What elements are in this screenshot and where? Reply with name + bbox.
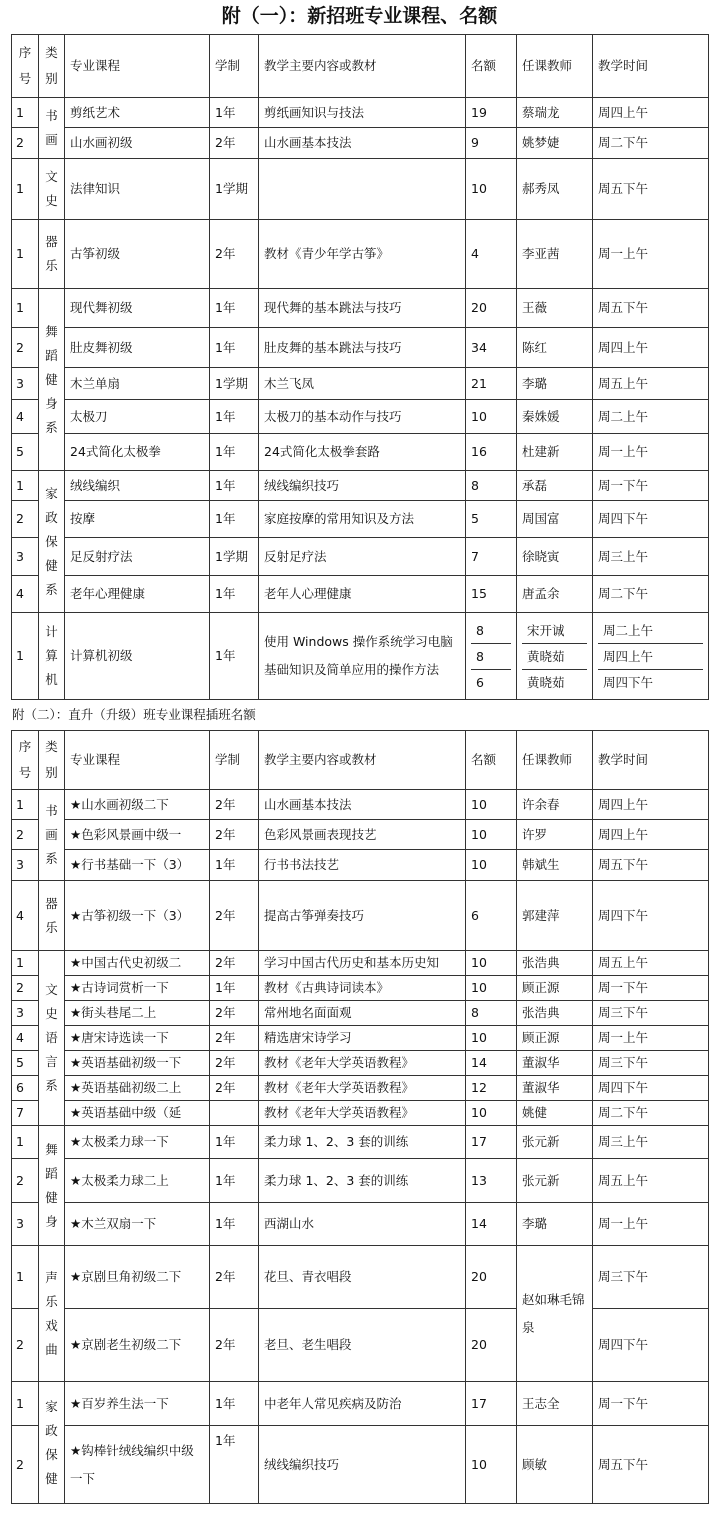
row-course: ★色彩风景画中级一	[65, 820, 210, 850]
row-course: ★百岁养生法一下	[65, 1382, 210, 1426]
header-course: 专业课程	[65, 35, 210, 98]
row-teacher: 许余春	[517, 790, 593, 820]
row-time: 周二下午	[593, 576, 709, 613]
row-time: 周一上午	[593, 220, 709, 289]
row-teacher: 董淑华	[517, 1076, 593, 1101]
row-teacher: 王志全	[517, 1382, 593, 1426]
row-time: 周三下午	[593, 1246, 709, 1309]
row-time: 周五下午	[593, 850, 709, 881]
row-time: 周三下午	[593, 1051, 709, 1076]
header-seq: 序号	[12, 35, 39, 98]
row-duration: 2年	[210, 820, 259, 850]
row-quota: 17	[466, 1382, 517, 1426]
row-duration: 1年	[210, 1382, 259, 1426]
category-cell: 舞蹈健身系	[39, 289, 65, 471]
row-duration: 1年	[210, 1159, 259, 1203]
row-teacher: 张元新	[517, 1126, 593, 1159]
row-time: 周五上午	[593, 951, 709, 976]
row-seq: 4	[12, 881, 39, 951]
row-teacher: 承磊	[517, 471, 593, 501]
table-row	[12, 1001, 709, 1026]
row-time: 周二下午	[593, 1101, 709, 1126]
row-teacher: 张浩典	[517, 1001, 593, 1026]
table-row	[12, 976, 709, 1001]
table-row	[12, 1382, 709, 1426]
row-time: 周五下午	[593, 1426, 709, 1504]
row-duration: 1年	[210, 328, 259, 368]
section-subtitle: 附（二）：直升（升级）班专业课程插班名额	[12, 707, 256, 722]
row-time: 周一下午	[593, 471, 709, 501]
category-cell: 文史语言系	[39, 951, 65, 1126]
row-duration	[210, 1101, 259, 1126]
row-duration: 2年	[210, 1309, 259, 1382]
row-quota: 21	[466, 368, 517, 400]
header-category: 类别	[39, 731, 65, 790]
row-quota: 5	[466, 501, 517, 538]
row-content: 柔力球 1、2、3 套的训练	[259, 1159, 466, 1203]
transfer-class-table	[11, 730, 709, 1504]
time-group	[593, 613, 709, 700]
row-seq: 1	[12, 1126, 39, 1159]
header-duration: 学制	[210, 35, 259, 98]
row-content: 老年人心理健康	[259, 576, 466, 613]
section-time: 周四上午	[598, 644, 703, 670]
row-content: 教材《老年大学英语教程》	[259, 1076, 466, 1101]
row-teacher: 姚健	[517, 1101, 593, 1126]
table-row	[12, 1101, 709, 1126]
row-duration: 1年	[210, 1426, 259, 1504]
row-content: 中老年人常见疾病及防治	[259, 1382, 466, 1426]
row-seq: 3	[12, 368, 39, 400]
row-course: ★中国古代史初级二	[65, 951, 210, 976]
category-cell: 家政保健	[39, 1382, 65, 1504]
quota-group	[466, 613, 517, 700]
row-course: 绒线编织	[65, 471, 210, 501]
row-teacher: 秦姝媛	[517, 400, 593, 434]
row-quota: 17	[466, 1126, 517, 1159]
row-duration: 1年	[210, 1203, 259, 1246]
table-row	[12, 1126, 709, 1159]
row-time: 周一上午	[593, 1203, 709, 1246]
row-content: 精选唐宋诗学习	[259, 1026, 466, 1051]
row-seq: 1	[12, 159, 39, 220]
table-row	[12, 1246, 709, 1309]
row-content: 肚皮舞的基本跳法与技巧	[259, 328, 466, 368]
teacher-group	[517, 613, 593, 700]
table-row	[12, 1026, 709, 1051]
row-seq: 7	[12, 1101, 39, 1126]
row-quota: 19	[466, 98, 517, 128]
row-teacher: 郭建萍	[517, 881, 593, 951]
row-content: 学习中国古代历史和基本历史知	[259, 951, 466, 976]
row-seq: 3	[12, 538, 39, 576]
table-row	[12, 328, 709, 368]
row-content: 使用 Windows 操作系统学习电脑基础知识及简单应用的操作方法	[259, 613, 466, 700]
row-content: 花旦、青衣唱段	[259, 1246, 466, 1309]
category-cell: 器乐	[39, 881, 65, 951]
row-duration: 2年	[210, 790, 259, 820]
table-row	[12, 1309, 709, 1382]
row-course: 古筝初级	[65, 220, 210, 289]
table-row	[12, 1159, 709, 1203]
row-content: 山水画基本技法	[259, 128, 466, 159]
section-time: 周二上午	[598, 618, 703, 644]
row-content: 行书书法技艺	[259, 850, 466, 881]
row-content: 教材《青少年学古筝》	[259, 220, 466, 289]
row-quota: 10	[466, 790, 517, 820]
row-course: ★京剧老生初级二下	[65, 1309, 210, 1382]
row-content: 教材《老年大学英语教程》	[259, 1101, 466, 1126]
row-course: ★古诗词赏析一下	[65, 976, 210, 1001]
row-teacher: 顾敏	[517, 1426, 593, 1504]
table-row	[12, 1426, 709, 1504]
row-time: 周一上午	[593, 434, 709, 471]
row-seq: 2	[12, 820, 39, 850]
row-teacher: 赵如琳毛锦泉	[517, 1246, 593, 1382]
row-duration: 1学期	[210, 538, 259, 576]
row-duration: 1年	[210, 613, 259, 700]
row-seq: 1	[12, 613, 39, 700]
header-teacher: 任课教师	[517, 35, 593, 98]
row-course: ★京剧旦角初级二下	[65, 1246, 210, 1309]
row-course: ★太极柔力球一下	[65, 1126, 210, 1159]
category-cell: 家政保健系	[39, 471, 65, 613]
header-content: 教学主要内容或教材	[259, 731, 466, 790]
row-teacher: 李璐	[517, 368, 593, 400]
row-quota: 4	[466, 220, 517, 289]
section-quota: 6	[476, 674, 484, 690]
row-seq: 4	[12, 1026, 39, 1051]
row-seq: 6	[12, 1076, 39, 1101]
table-row	[12, 98, 709, 128]
row-duration: 2年	[210, 1246, 259, 1309]
category-cell: 声乐戏曲	[39, 1246, 65, 1382]
new-enrollment-table	[11, 34, 709, 700]
table-header-row	[12, 35, 709, 98]
row-quota: 12	[466, 1076, 517, 1101]
row-content: 提高古筝弹奏技巧	[259, 881, 466, 951]
row-seq: 1	[12, 951, 39, 976]
row-quota: 14	[466, 1203, 517, 1246]
page-title: 附（一）：新招班专业课程、名额	[221, 5, 498, 27]
row-duration: 1学期	[210, 159, 259, 220]
row-seq: 2	[12, 501, 39, 538]
row-quota: 10	[466, 400, 517, 434]
row-course: 山水画初级	[65, 128, 210, 159]
row-time: 周一上午	[593, 1026, 709, 1051]
table-row	[12, 951, 709, 976]
row-quota: 14	[466, 1051, 517, 1076]
row-teacher: 顾正源	[517, 976, 593, 1001]
row-seq: 1	[12, 98, 39, 128]
row-seq: 2	[12, 1309, 39, 1382]
row-duration: 1年	[210, 400, 259, 434]
table-row	[12, 289, 709, 328]
row-time: 周三下午	[593, 1001, 709, 1026]
row-time: 周三上午	[593, 538, 709, 576]
row-course: ★太极柔力球二上	[65, 1159, 210, 1203]
row-quota: 9	[466, 128, 517, 159]
row-course: ★钩棒针绒线编织中级一下	[65, 1426, 210, 1504]
row-content: 剪纸画知识与技法	[259, 98, 466, 128]
row-content: 木兰飞凤	[259, 368, 466, 400]
row-seq: 2	[12, 976, 39, 1001]
row-duration: 1年	[210, 98, 259, 128]
table-row	[12, 613, 709, 700]
header-time: 教学时间	[593, 35, 709, 98]
row-course: ★古筝初级一下（3）	[65, 881, 210, 951]
row-course: 老年心理健康	[65, 576, 210, 613]
row-time: 周五下午	[593, 159, 709, 220]
header-quota: 名额	[466, 35, 517, 98]
table-row	[12, 850, 709, 881]
row-teacher: 王薇	[517, 289, 593, 328]
row-course: 法律知识	[65, 159, 210, 220]
row-duration: 1年	[210, 850, 259, 881]
section-quota: 8	[471, 644, 511, 670]
row-quota: 16	[466, 434, 517, 471]
category-cell: 器乐	[39, 220, 65, 289]
row-seq: 3	[12, 1001, 39, 1026]
row-teacher: 杜建新	[517, 434, 593, 471]
row-seq: 1	[12, 471, 39, 501]
row-course: 足反射疗法	[65, 538, 210, 576]
row-content: 反射足疗法	[259, 538, 466, 576]
row-content	[259, 159, 466, 220]
table-row	[12, 576, 709, 613]
row-seq: 1	[12, 220, 39, 289]
row-time: 周四下午	[593, 881, 709, 951]
row-content: 绒线编织技巧	[259, 471, 466, 501]
section-teacher: 黄晓茹	[527, 674, 565, 690]
row-course: ★行书基础一下（3）	[65, 850, 210, 881]
row-teacher: 李亚茜	[517, 220, 593, 289]
table-row	[12, 368, 709, 400]
row-teacher: 张浩典	[517, 951, 593, 976]
category-cell: 书画	[39, 98, 65, 159]
row-quota: 8	[466, 471, 517, 501]
header-time: 教学时间	[593, 731, 709, 790]
row-duration: 1年	[210, 1126, 259, 1159]
row-time: 周四下午	[593, 1076, 709, 1101]
row-quota: 15	[466, 576, 517, 613]
table-header-row	[12, 731, 709, 790]
row-teacher: 张元新	[517, 1159, 593, 1203]
row-content: 老旦、老生唱段	[259, 1309, 466, 1382]
row-teacher: 周国富	[517, 501, 593, 538]
table-row	[12, 159, 709, 220]
row-seq: 5	[12, 434, 39, 471]
row-time: 周一下午	[593, 1382, 709, 1426]
row-seq: 5	[12, 1051, 39, 1076]
table-row	[12, 434, 709, 471]
row-quota: 10	[466, 850, 517, 881]
row-content: 色彩风景画表现技艺	[259, 820, 466, 850]
row-time: 周四下午	[593, 1309, 709, 1382]
row-teacher: 韩斌生	[517, 850, 593, 881]
table-row	[12, 128, 709, 159]
row-content: 家庭按摩的常用知识及方法	[259, 501, 466, 538]
row-duration: 2年	[210, 1026, 259, 1051]
row-teacher: 姚梦婕	[517, 128, 593, 159]
header-seq: 序号	[12, 731, 39, 790]
table-row	[12, 881, 709, 951]
row-seq: 2	[12, 1159, 39, 1203]
row-seq: 2	[12, 328, 39, 368]
row-time: 周三上午	[593, 1126, 709, 1159]
table-row	[12, 220, 709, 289]
table-row	[12, 820, 709, 850]
section-time: 周四下午	[603, 674, 654, 690]
row-teacher: 董淑华	[517, 1051, 593, 1076]
row-teacher: 陈红	[517, 328, 593, 368]
row-course: ★唐宋诗选读一下	[65, 1026, 210, 1051]
header-duration: 学制	[210, 731, 259, 790]
row-time: 周二下午	[593, 128, 709, 159]
table-row	[12, 538, 709, 576]
category-cell: 舞蹈健身	[39, 1126, 65, 1246]
row-duration: 2年	[210, 881, 259, 951]
category-cell: 文史	[39, 159, 65, 220]
header-quota: 名额	[466, 731, 517, 790]
row-seq: 1	[12, 1382, 39, 1426]
row-duration: 2年	[210, 1051, 259, 1076]
row-course: 24式简化太极拳	[65, 434, 210, 471]
row-course: ★英语基础初级一下	[65, 1051, 210, 1076]
row-seq: 4	[12, 400, 39, 434]
row-time: 周四上午	[593, 98, 709, 128]
row-course: 按摩	[65, 501, 210, 538]
category-cell: 计算机	[39, 613, 65, 700]
row-quota: 10	[466, 1026, 517, 1051]
row-duration: 1年	[210, 289, 259, 328]
row-content: 24式简化太极拳套路	[259, 434, 466, 471]
table-row	[12, 501, 709, 538]
row-duration: 1年	[210, 471, 259, 501]
row-content: 教材《老年大学英语教程》	[259, 1051, 466, 1076]
row-course: 剪纸艺术	[65, 98, 210, 128]
row-quota: 20	[466, 289, 517, 328]
row-teacher: 唐孟余	[517, 576, 593, 613]
header-content: 教学主要内容或教材	[259, 35, 466, 98]
row-seq: 1	[12, 1246, 39, 1309]
row-duration: 1学期	[210, 368, 259, 400]
row-time: 周四下午	[593, 501, 709, 538]
row-quota: 10	[466, 976, 517, 1001]
row-quota: 10	[466, 1426, 517, 1504]
row-teacher: 郝秀凤	[517, 159, 593, 220]
row-content: 常州地名面面观	[259, 1001, 466, 1026]
row-time: 周四上午	[593, 328, 709, 368]
row-quota: 13	[466, 1159, 517, 1203]
row-course: 木兰单扇	[65, 368, 210, 400]
row-content: 教材《古典诗词读本》	[259, 976, 466, 1001]
table-row	[12, 1076, 709, 1101]
row-course: 现代舞初级	[65, 289, 210, 328]
row-course: ★英语基础初级二上	[65, 1076, 210, 1101]
header-teacher: 任课教师	[517, 731, 593, 790]
row-content: 太极刀的基本动作与技巧	[259, 400, 466, 434]
table-row	[12, 790, 709, 820]
row-seq: 3	[12, 850, 39, 881]
row-content: 山水画基本技法	[259, 790, 466, 820]
header-course: 专业课程	[65, 731, 210, 790]
row-course: 计算机初级	[65, 613, 210, 700]
section-quota: 8	[471, 618, 511, 644]
row-teacher: 蔡瑞龙	[517, 98, 593, 128]
row-quota: 8	[466, 1001, 517, 1026]
row-time: 周四上午	[593, 820, 709, 850]
row-quota: 10	[466, 1101, 517, 1126]
section-teacher: 黄晓茹	[522, 644, 587, 670]
row-course: 肚皮舞初级	[65, 328, 210, 368]
table-row	[12, 471, 709, 501]
row-quota: 6	[466, 881, 517, 951]
row-course: ★街头巷尾二上	[65, 1001, 210, 1026]
row-duration: 2年	[210, 128, 259, 159]
row-course: 太极刀	[65, 400, 210, 434]
row-course: ★山水画初级二下	[65, 790, 210, 820]
row-duration: 1年	[210, 501, 259, 538]
row-time: 周五下午	[593, 289, 709, 328]
row-duration: 2年	[210, 951, 259, 976]
row-quota: 34	[466, 328, 517, 368]
row-seq: 2	[12, 1426, 39, 1504]
row-quota: 20	[466, 1309, 517, 1382]
row-quota: 20	[466, 1246, 517, 1309]
row-teacher: 顾正源	[517, 1026, 593, 1051]
row-seq: 2	[12, 128, 39, 159]
row-duration: 2年	[210, 220, 259, 289]
row-content: 绒线编织技巧	[259, 1426, 466, 1504]
row-duration: 1年	[210, 576, 259, 613]
row-time: 周一下午	[593, 976, 709, 1001]
row-teacher: 李璐	[517, 1203, 593, 1246]
row-time: 周二上午	[593, 400, 709, 434]
row-time: 周五上午	[593, 1159, 709, 1203]
row-seq: 1	[12, 790, 39, 820]
row-course: ★英语基础中级（延	[65, 1101, 210, 1126]
table-row	[12, 400, 709, 434]
row-duration: 1年	[210, 976, 259, 1001]
row-seq: 1	[12, 289, 39, 328]
row-duration: 1年	[210, 434, 259, 471]
row-course: ★木兰双扇一下	[65, 1203, 210, 1246]
row-seq: 4	[12, 576, 39, 613]
table-row	[12, 1051, 709, 1076]
table-row	[12, 1203, 709, 1246]
row-seq: 3	[12, 1203, 39, 1246]
row-content: 西湖山水	[259, 1203, 466, 1246]
row-duration: 2年	[210, 1001, 259, 1026]
row-content: 现代舞的基本跳法与技巧	[259, 289, 466, 328]
row-time: 周五上午	[593, 368, 709, 400]
row-duration: 2年	[210, 1076, 259, 1101]
row-quota: 10	[466, 951, 517, 976]
header-category: 类别	[39, 35, 65, 98]
section-teacher: 宋开诚	[522, 618, 587, 644]
row-quota: 10	[466, 159, 517, 220]
category-cell: 书画系	[39, 790, 65, 881]
row-time: 周四上午	[593, 790, 709, 820]
row-content: 柔力球 1、2、3 套的训练	[259, 1126, 466, 1159]
row-teacher: 许罗	[517, 820, 593, 850]
row-quota: 7	[466, 538, 517, 576]
row-teacher: 徐晓寅	[517, 538, 593, 576]
row-quota: 10	[466, 820, 517, 850]
